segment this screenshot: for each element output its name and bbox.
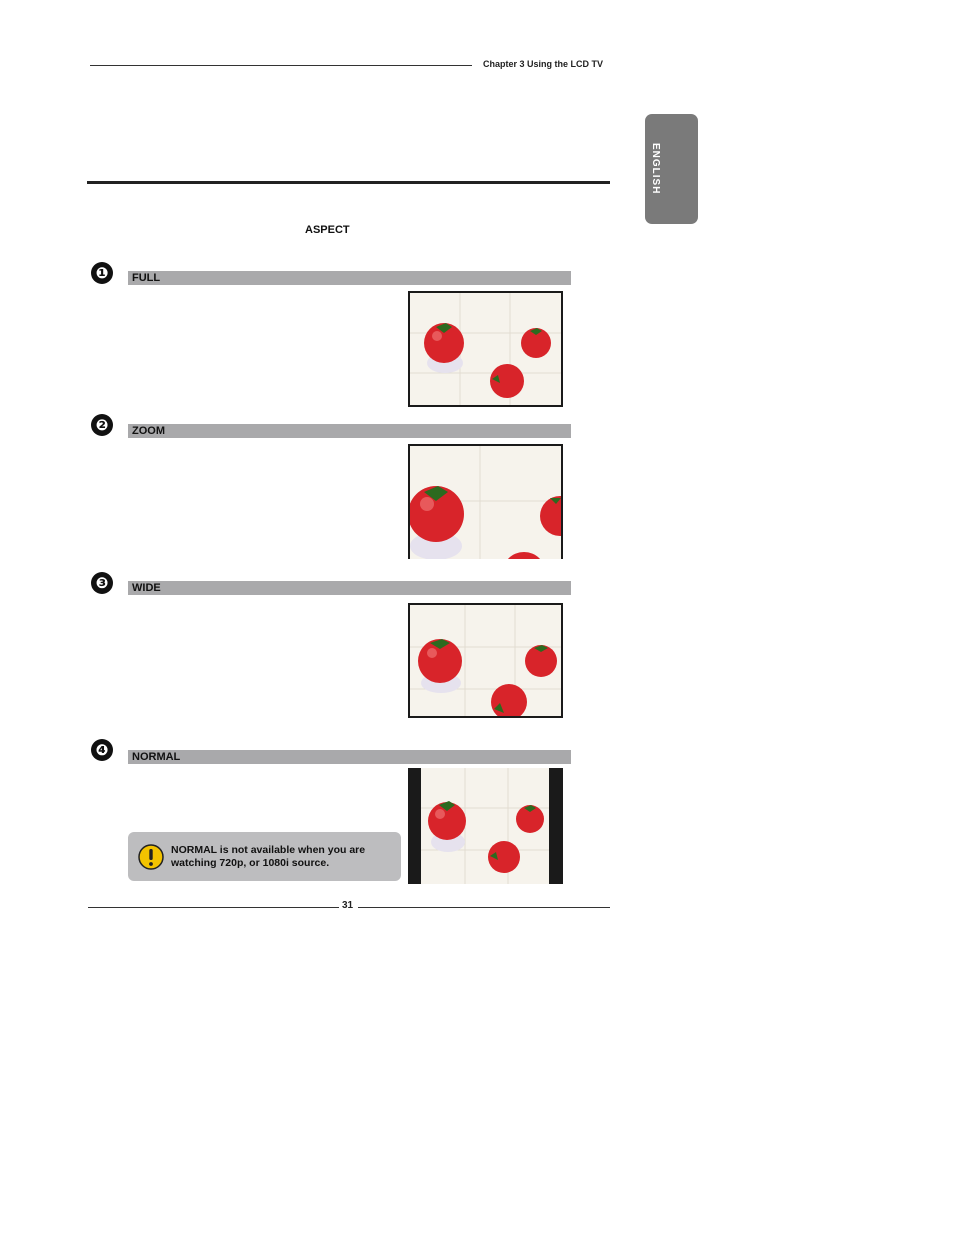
language-tab-label: ENGLISH — [650, 143, 661, 195]
tomato-image-full — [410, 293, 561, 405]
section-rule — [87, 181, 610, 184]
step-number-1: ❶ — [91, 262, 113, 284]
mode-bar-zoom — [128, 424, 571, 438]
tomato-image-zoom — [410, 446, 561, 559]
preview-normal — [408, 768, 563, 884]
warning-icon — [138, 844, 164, 870]
preview-wide — [408, 603, 563, 718]
mode-bar-normal — [128, 750, 571, 764]
step-number-3: ❸ — [91, 572, 113, 594]
tomato-image-normal — [408, 768, 563, 884]
tomato-image-wide — [410, 605, 561, 716]
aspect-label: ASPECT — [305, 224, 350, 236]
preview-full — [408, 291, 563, 407]
footer-rule-left — [88, 907, 339, 908]
note-box — [128, 832, 401, 881]
mode-bar-wide — [128, 581, 571, 595]
footer-rule-right — [358, 907, 610, 908]
header-rule — [90, 65, 472, 66]
page-number: 31 — [342, 900, 354, 911]
chapter-title: Chapter 3 Using the LCD TV — [483, 59, 604, 69]
mode-label-wide: WIDE — [132, 582, 161, 594]
mode-label-normal: NORMAL — [132, 751, 181, 763]
mode-label-full: FULL — [132, 272, 161, 284]
mode-bar-full — [128, 271, 571, 285]
mode-label-zoom: ZOOM — [132, 425, 165, 437]
step-number-4: ❹ — [91, 739, 113, 761]
note-text: NORMAL is not available when you are watching 720p, or 1080i source. — [171, 844, 366, 869]
preview-zoom — [408, 444, 563, 559]
step-number-2: ❷ — [91, 414, 113, 436]
